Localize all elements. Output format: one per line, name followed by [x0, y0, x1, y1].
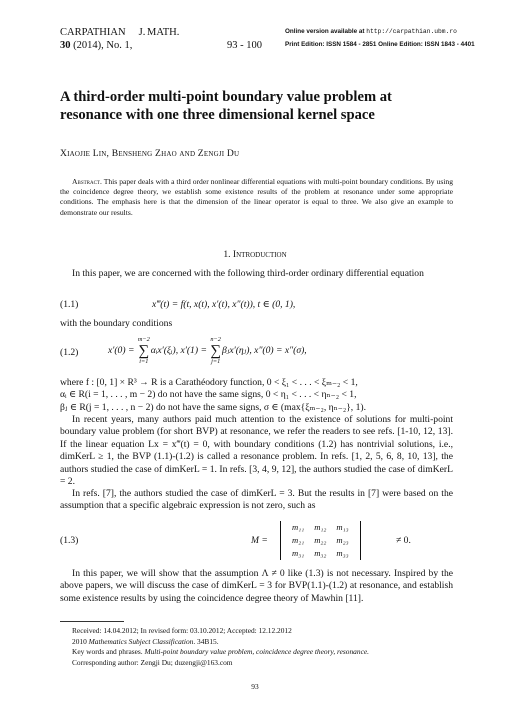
- paragraph-3: In refs. [7], the authors studied the case of dimKerL = 3. But the results in [7] were based on the assumption that a specific algebraic expression is not zero, such as: [60, 488, 453, 512]
- corresponding-author: Corresponding author: Zengji Du; duzengji@163.com: [72, 657, 233, 667]
- journal-math: MATH.: [147, 27, 180, 38]
- received-dates: Received: 14.04.2012; In revised form: 03.10.2012; Accepted: 12.12.2012: [72, 626, 292, 635]
- equation-1-3: [60, 521, 453, 561]
- page-number: 93: [251, 682, 259, 691]
- matrix-cell: m₁₃: [336, 522, 349, 532]
- paragraph-4: In this paper, we will show that the assumption Λ ≠ 0 like (1.3) is not necessary. Inspired by the above papers, we will discuss the case of dimKerL = 3 for BVP(1.1)-(1.2) at resonance, and establish some existence results by using the coincidence degree theory of Mawhin [11].: [60, 568, 453, 604]
- paper-authors: Xiaojie Lin, Bensheng Zhao and Zengji Du: [60, 148, 240, 159]
- paragraph-2: In recent years, many authors paid much attention to the existence of solutions for multi-point boundary value problem (for short BVP) at resonance, we refer the readers to see refs. [1-10, 12, 13]. If the linear equation Lx = x‴(t) = 0, with boundary conditions (1.2) has nontrivial solutions, i.e., dimKerL ≥ 1, the BVP (1.1)-(1.2) is called a resonance problem. In refs. [1, 2, 5, 6, 8, 10, 13], the authors studied the case of dimKerL = 1. In refs. [3, 4, 9, 12], the authors studied the case of dimKerL = 2.: [60, 414, 453, 488]
- equation-number: (1.1): [60, 299, 79, 310]
- page-range: 93 - 100: [227, 40, 262, 51]
- equation-number: (1.2): [60, 347, 79, 358]
- intro-paragraph: In this paper, we are concerned with the following third-order ordinary differential equation: [72, 268, 424, 279]
- matrix-cell: m₃₂: [314, 548, 327, 558]
- equation-number: (1.3): [60, 535, 79, 546]
- abstract-label: Abstract.: [72, 177, 102, 186]
- online-version: Online version available at http://carpathian.ubm.ro: [285, 28, 457, 35]
- equation-body: x′(0) = m−2 ∑ i=1 αᵢx′(ξᵢ), x′(1) = n−2 ∑ j=1 βⱼx′(ηⱼ), x″(0) = x″(σ),: [108, 336, 307, 365]
- abstract: [60, 177, 453, 218]
- boundary-intro: with the boundary conditions: [60, 318, 173, 329]
- matrix-cell: m₂₁: [292, 535, 305, 545]
- sum-symbol: n−2 ∑ j=1: [210, 336, 222, 365]
- volume-info: 30 (2014), No. 1,: [60, 40, 133, 51]
- footnotes: [60, 626, 453, 668]
- equation-1-1: [60, 299, 453, 313]
- online-url[interactable]: http://carpathian.ubm.ro: [366, 28, 457, 35]
- matrix-cell: m₂₃: [336, 535, 349, 545]
- paper-title: A third-order multi-point boundary value problem at resonance with one three dimensional kernel space: [60, 89, 392, 123]
- matrix-cell: m₃₁: [292, 548, 305, 558]
- msc-classification: 2010 Mathematics Subject Classification. 34B15.: [72, 636, 219, 646]
- journal-header: [60, 27, 475, 67]
- issn-info: Print Edition: ISSN 1584 - 2851 Online Edition: ISSN 1843 - 4401: [285, 41, 475, 48]
- determinant-matrix: [280, 521, 361, 560]
- where-clause: where f : [0, 1] × R³ → R is a Carathéodory function, 0 < ξ₁ < . . . < ξₘ₋₂ < 1, αᵢ ∈ R(i = 1, . . . , m − 2) do not have the same signs, 0 < η₁ < . . . < ηₙ₋₂ < 1, βⱼ ∈ R(j = 1, . . . , n − 2) do not have the same signs, σ ∈ (max{ξₘ₋₂, ηₙ₋₂}, 1).: [60, 377, 366, 413]
- footnote-rule: [60, 621, 124, 622]
- equation-body: x‴(t) = f(t, x(t), x′(t), x″(t)), t ∈ (0, 1),: [152, 299, 296, 310]
- equation-1-2: [60, 336, 453, 370]
- sum-symbol: m−2 ∑ i=1: [137, 336, 150, 365]
- equation-rhs: ≠ 0.: [396, 535, 411, 546]
- matrix-cell: m₃₃: [336, 548, 349, 558]
- matrix-cell: m₂₂: [314, 535, 327, 545]
- equation-lhs: M =: [251, 535, 268, 546]
- keywords: Key words and phrases. Multi-point boundary value problem, coincidence degree theory, resonance.: [72, 647, 369, 657]
- matrix-cell: m₁₂: [314, 522, 327, 532]
- abstract-text: This paper deals with a third order nonlinear differential equations with multi-point boundary conditions. By using the coincidence degree theory, we establish some existence results of the problem at resonance under some appropriate conditions. The emphasis here is that the dimension of the linear operator is equal to three. We also give an example to demonstrate our results.: [60, 177, 454, 217]
- journal-name: CARPATHIAN J.: [60, 27, 146, 38]
- section-heading: 1. Introduction: [223, 249, 287, 260]
- matrix-cell: m₁₁: [292, 522, 305, 532]
